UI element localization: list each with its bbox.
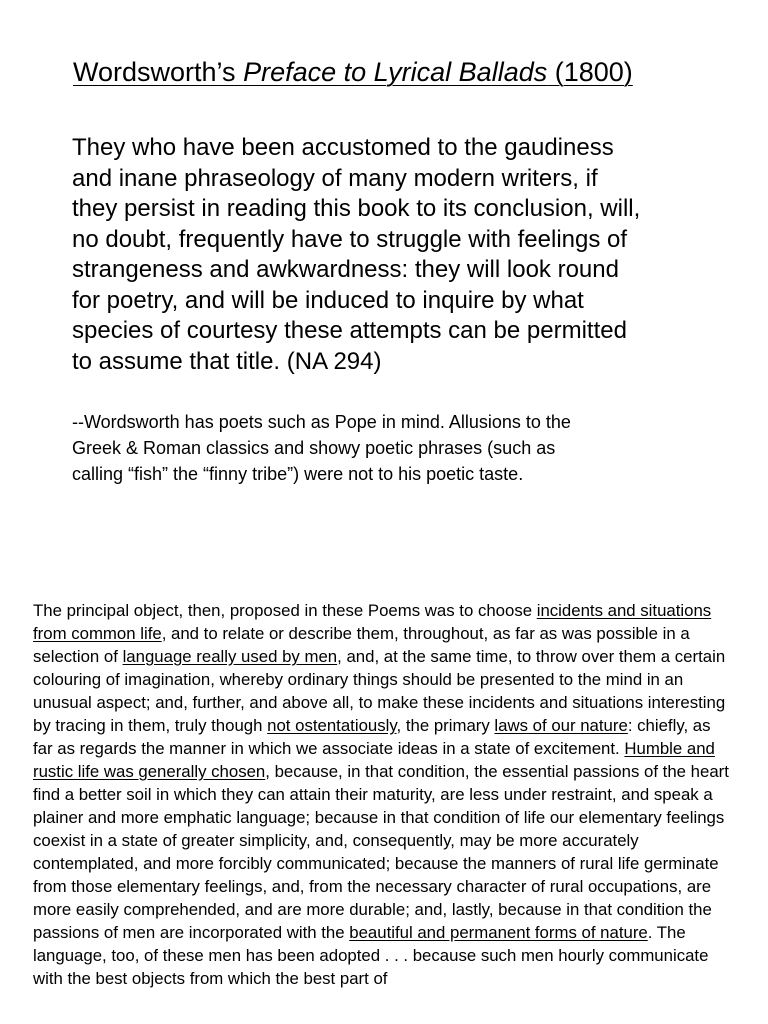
note-line: calling “fish” the “finny tribe”) were not to his poetic taste. — [72, 464, 524, 484]
title-author: Wordsworth’s — [73, 57, 244, 87]
underlined-phrase: Humble and rustic life was generally chosen — [33, 739, 715, 781]
quote-line: for poetry, and will be induced to inquire by what — [72, 286, 584, 314]
title-work: Preface to Lyrical Ballads — [243, 57, 548, 87]
passage-text: , and to relate or describe them, throughout, as far as was possible in a selection of — [33, 624, 690, 666]
underlined-phrase: not ostentatiously — [267, 716, 397, 735]
passage-text: . The language, too, of these men has been adopted . . . because such men hourly communicate with the best objects from which the best part of — [33, 923, 709, 988]
quote-line: They who have been accustomed to the gaudiness — [72, 134, 614, 161]
block-quote — [72, 133, 722, 377]
passage-text: The principal object, then, proposed in these Poems was to choose — [33, 601, 537, 620]
commentary-note — [72, 409, 712, 487]
passage-text: , the primary — [396, 716, 495, 735]
note-line: --Wordsworth has poets such as Pope in mind. Allusions to the — [72, 412, 571, 432]
passage-text: , and, at the same time, to throw over them a certain colouring of imagination, whereby ordinary things should be presented to the mind in an unusual aspect; and, further, and above all, to make these incidents and situations interesting by tracing in them, truly though — [33, 647, 726, 735]
quote-line: and inane phraseology of many modern writers, if — [72, 164, 598, 192]
underlined-phrase: beautiful and permanent forms of nature — [349, 923, 648, 942]
underlined-phrase: laws of our nature — [494, 716, 628, 735]
page-title — [73, 52, 733, 92]
passage-text: : chiefly, as far as regards the manner in which we associate ideas in a state of excitement. — [33, 716, 711, 758]
underlined-phrase: language really used by men — [122, 647, 338, 666]
passage-text: , because, in that condition, the essential passions of the heart find a better soil in which they can attain their maturity, are less under restraint, and speak a plainer and more emphatic language; because in that condition of life our elementary feelings coexist in a state of greater simplicity, and, consequently, may be more accurately contemplated, and more forcibly communicated; because the manners of rural life germinate from those elementary feelings, and, from the necessary character of rural occupations, are more easily comprehended, and are more durable; and, lastly, because in that condition the passions of men are incorporated with the — [33, 762, 729, 942]
title-year: (1800) — [547, 57, 633, 87]
underlined-phrase: incidents and situations from common life — [33, 601, 712, 643]
preface-passage — [33, 599, 733, 990]
quote-line: they persist in reading this book to its conclusion, will, — [72, 195, 641, 222]
note-line: Greek & Roman classics and showy poetic phrases (such as — [72, 438, 556, 458]
quote-line: to assume that title. (NA 294) — [72, 347, 382, 375]
quote-line: no doubt, frequently have to struggle with feelings of — [72, 225, 628, 253]
quote-line: species of courtesy these attempts can be permitted — [72, 317, 627, 344]
quote-line: strangeness and awkwardness: they will look round — [72, 256, 619, 283]
